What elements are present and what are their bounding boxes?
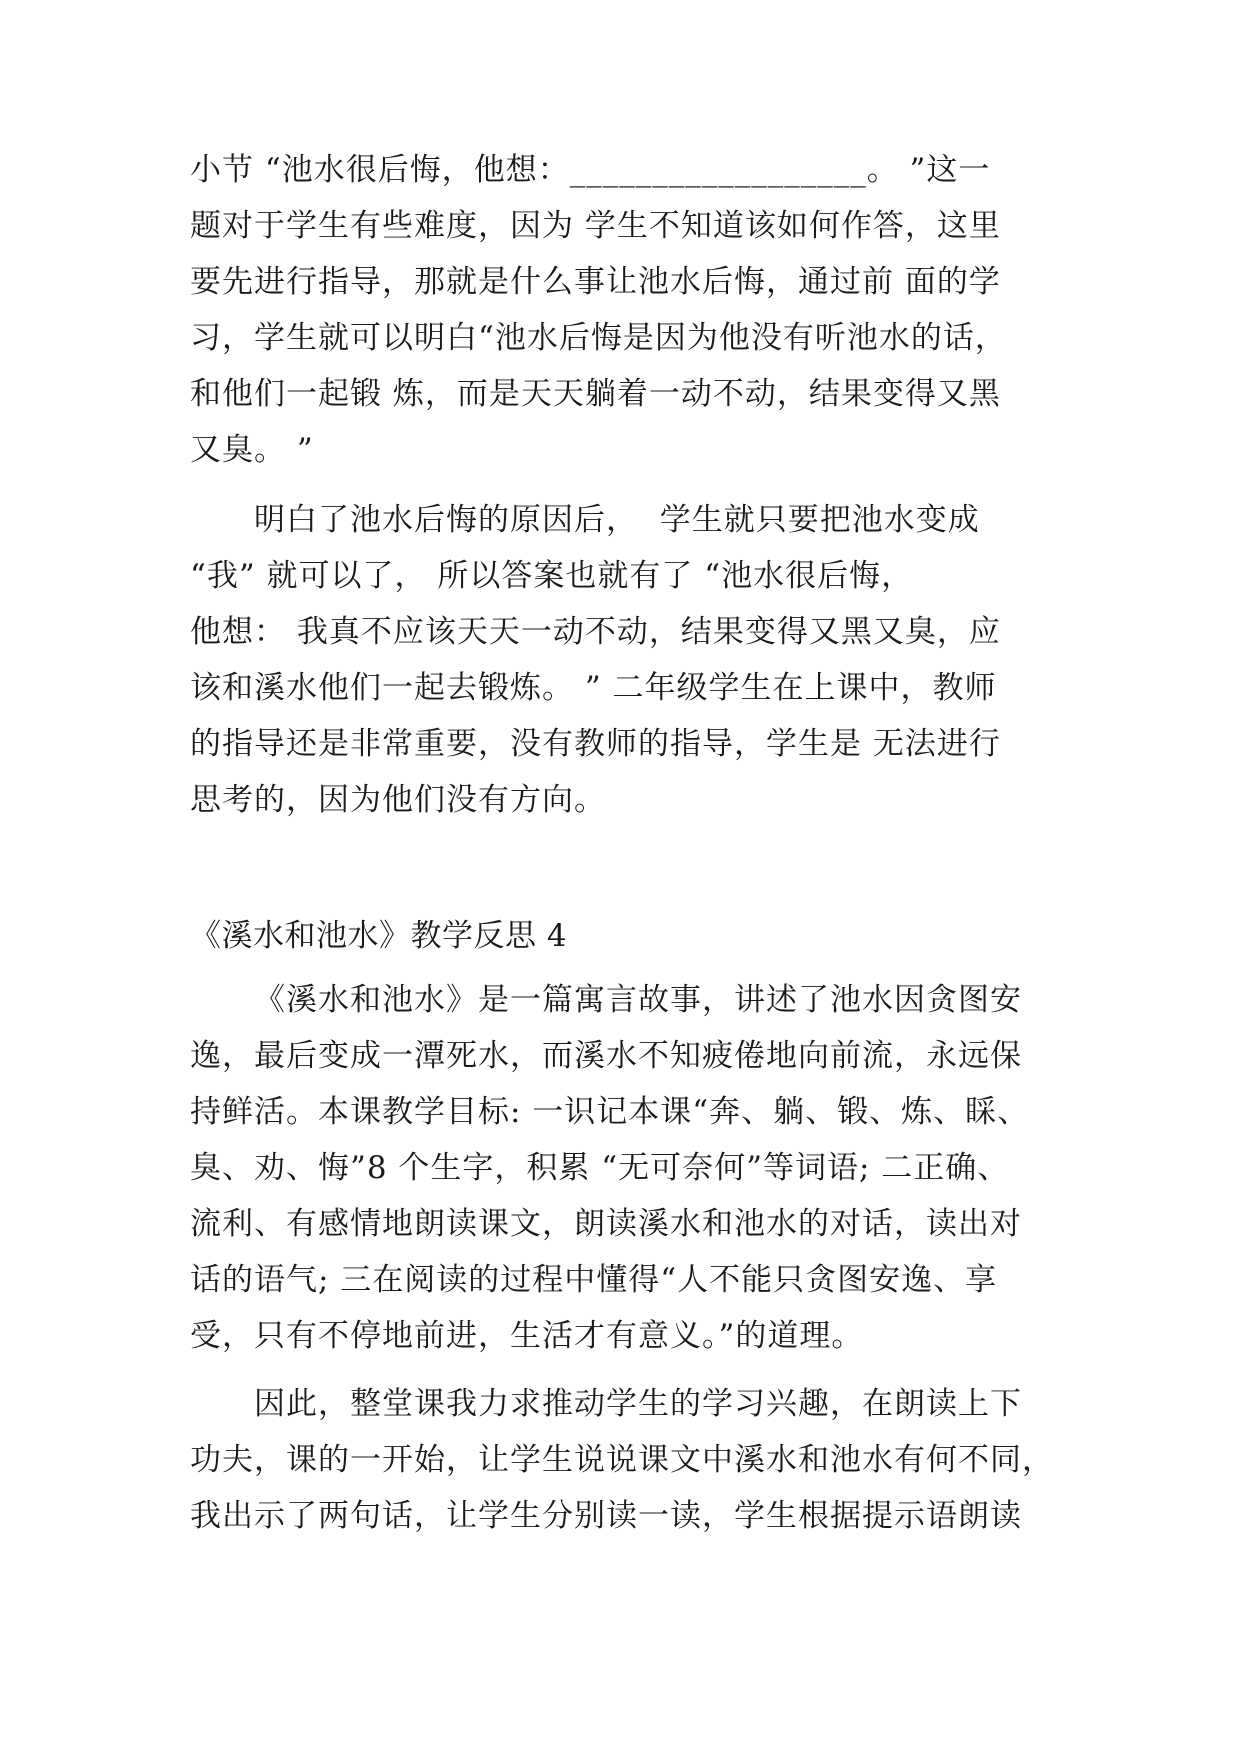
section-title: 《溪水和池水》教学反思 4 — [190, 918, 568, 954]
paragraph-1-line-1: 小节 “池水很后悔，他想：__________________。 ”这一 — [190, 152, 991, 188]
paragraph-4-line-3: 我出示了两句话，让学生分别读一读，学生根据提示语朗读 — [190, 1498, 1022, 1534]
paragraph-1-line-3: 要先进行指导，那就是什么事让池水后悔，通过前 面的学 — [190, 264, 1001, 300]
paragraph-2-line-6: 思考的，因为他们没有方向。 — [190, 782, 606, 818]
paragraph-2-line-1: 明白了池水后悔的原因后， 学生就只要把池水变成 — [254, 502, 980, 538]
paragraph-3-line-5: 流利、有感情地朗读课文，朗读溪水和池水的对话，读出对 — [190, 1206, 1022, 1242]
paragraph-2-line-3: 他想： 我真不应该天天一动不动，结果变得又黑又臭，应 — [190, 614, 1001, 650]
paragraph-3-line-3: 持鲜活。本课教学目标: 一识记本课“奔、躺、锻、炼、睬、 — [190, 1094, 1030, 1130]
paragraph-1-line-6: 又臭。 ” — [190, 432, 314, 468]
paragraph-4-line-1: 因此，整堂课我力求推动学生的学习兴趣，在朗读上下 — [254, 1386, 1022, 1422]
paragraph-4-line-2: 功夫，课的一开始，让学生说说课文中溪水和池水有何不同， — [190, 1442, 1054, 1478]
paragraph-2-line-2: “我” 就可以了， 所以答案也就有了 “池水很后悔， — [190, 558, 914, 594]
paragraph-2-line-5: 的指导还是非常重要，没有教师的指导，学生是 无法进行 — [190, 726, 1001, 762]
paragraph-3-line-1: 《溪水和池水》是一篇寓言故事，讲述了池水因贪图安 — [254, 982, 1022, 1018]
paragraph-1-line-2: 题对于学生有些难度，因为 学生不知道该如何作答，这里 — [190, 208, 1001, 244]
paragraph-2-line-4: 该和溪水他们一起去锻炼。 ” 二年级学生在上课中，教师 — [190, 670, 997, 706]
paragraph-3-line-6: 话的语气; 三在阅读的过程中懂得“人不能只贪图安逸、享 — [190, 1262, 998, 1298]
paragraph-1-line-4: 习，学生就可以明白“池水后悔是因为他没有听池水的话， — [190, 320, 1007, 356]
paragraph-3-line-7: 受，只有不停地前进，生活才有意义。”的道理。 — [190, 1318, 864, 1354]
paragraph-1-line-5: 和他们一起锻 炼，而是天天躺着一动不动，结果变得又黑 — [190, 376, 1001, 412]
paragraph-3-line-4: 臭、劝、悔”8 个生字，积累 “无可奈何”等词语; 二正确、 — [190, 1150, 1010, 1186]
paragraph-3-line-2: 逸，最后变成一潭死水，而溪水不知疲倦地向前流，永远保 — [190, 1038, 1022, 1074]
